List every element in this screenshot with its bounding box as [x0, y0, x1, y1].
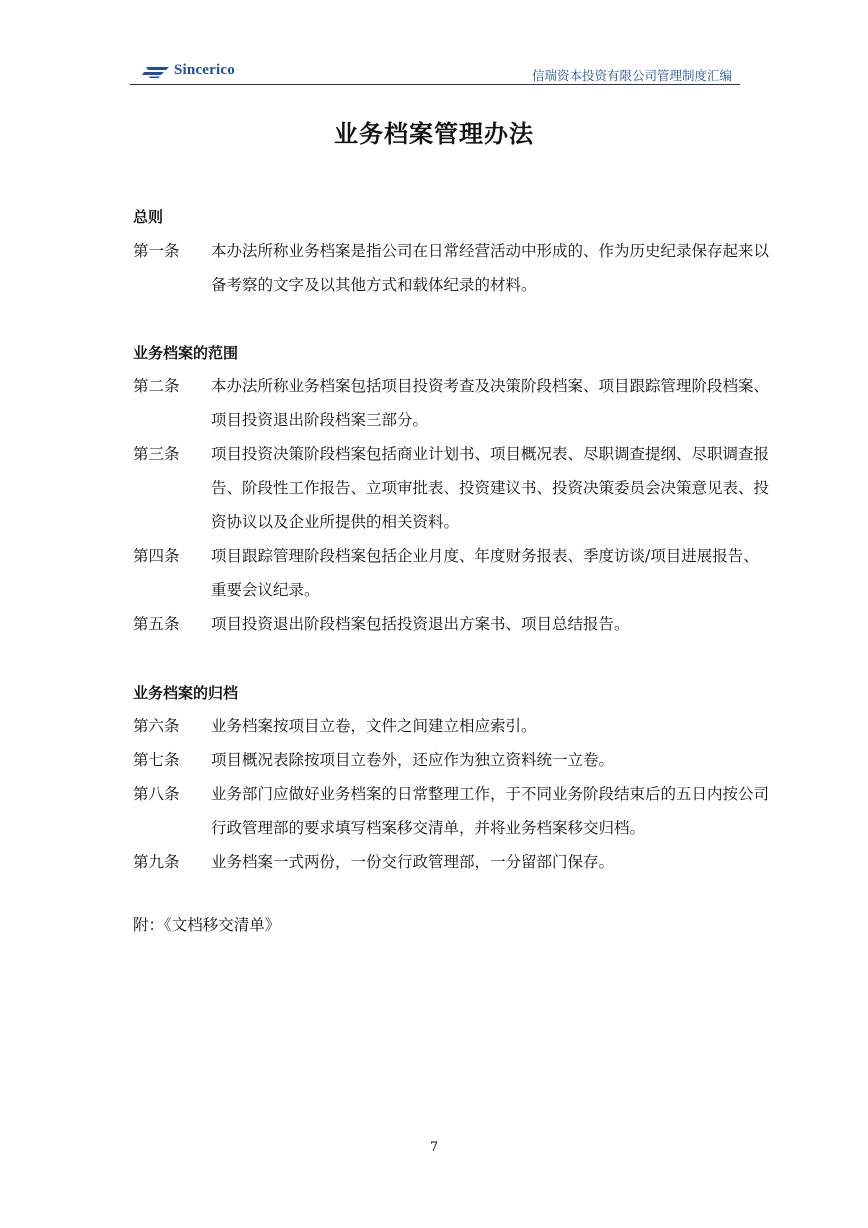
article-2 — [133, 369, 773, 437]
article-8 — [133, 777, 773, 845]
article-text: 业务部门应做好业务档案的日常整理工作，于不同业务阶段结束后的五日内按公司行政管理部的要求填写档案移交清单，并将业务档案移交归档。 — [211, 785, 770, 837]
logo-text: Sincerico — [174, 62, 235, 78]
section-heading-scope: 业务档案的范围 — [133, 344, 239, 362]
article-text: 业务档案按项目立卷，文件之间建立相应索引。 — [211, 717, 537, 735]
company-logo — [142, 62, 235, 79]
article-5 — [133, 607, 773, 641]
section-heading-filing: 业务档案的归档 — [133, 684, 239, 702]
article-text: 本办法所称业务档案包括项目投资考查及决策阶段档案、项目跟踪管理阶段档案、项目投资退出阶段档案三部分。 — [211, 377, 770, 429]
article-3 — [133, 437, 773, 539]
article-number: 第四条 — [133, 547, 180, 565]
article-text: 项目概况表除按项目立卷外，还应作为独立资料统一立卷。 — [211, 751, 615, 769]
article-text: 本办法所称业务档案是指公司在日常经营活动中形成的、作为历史纪录保存起来以备考察的文字及以其他方式和载体纪录的材料。 — [211, 242, 770, 294]
article-text: 项目跟踪管理阶段档案包括企业月度、年度财务报表、季度访谈/项目进展报告、重要会议纪录。 — [211, 547, 759, 599]
article-7 — [133, 743, 773, 777]
article-number: 第七条 — [133, 751, 180, 769]
article-text: 业务档案一式两份，一份交行政管理部，一分留部门保存。 — [211, 853, 615, 871]
article-6 — [133, 709, 773, 743]
article-number: 第五条 — [133, 615, 180, 633]
article-number: 第一条 — [133, 242, 180, 260]
sincerico-logo-icon — [142, 63, 172, 79]
page-number: 7 — [429, 1140, 439, 1155]
document-title: 业务档案管理办法 — [334, 119, 534, 148]
company-manual-title: 信瑞资本投资有限公司管理制度汇编 — [531, 68, 732, 83]
article-number: 第六条 — [133, 717, 180, 735]
article-number: 第八条 — [133, 785, 180, 803]
attachment-note: 附：《文档移交清单》 — [133, 916, 281, 934]
article-number: 第九条 — [133, 853, 180, 871]
page-header — [130, 60, 740, 86]
article-number: 第二条 — [133, 377, 180, 395]
section-heading-general: 总则 — [133, 208, 164, 226]
article-text: 项目投资决策阶段档案包括商业计划书、项目概况表、尽职调查提纲、尽职调查报告、阶段性工作报告、立项审批表、投资建议书、投资决策委员会决策意见表、投资协议以及企业所提供的相关资料。 — [211, 445, 770, 531]
article-1 — [133, 234, 773, 302]
article-text: 项目投资退出阶段档案包括投资退出方案书、项目总结报告。 — [211, 615, 630, 633]
article-9 — [133, 845, 773, 879]
article-number: 第三条 — [133, 445, 180, 463]
article-4 — [133, 539, 773, 607]
header-divider — [130, 84, 740, 85]
